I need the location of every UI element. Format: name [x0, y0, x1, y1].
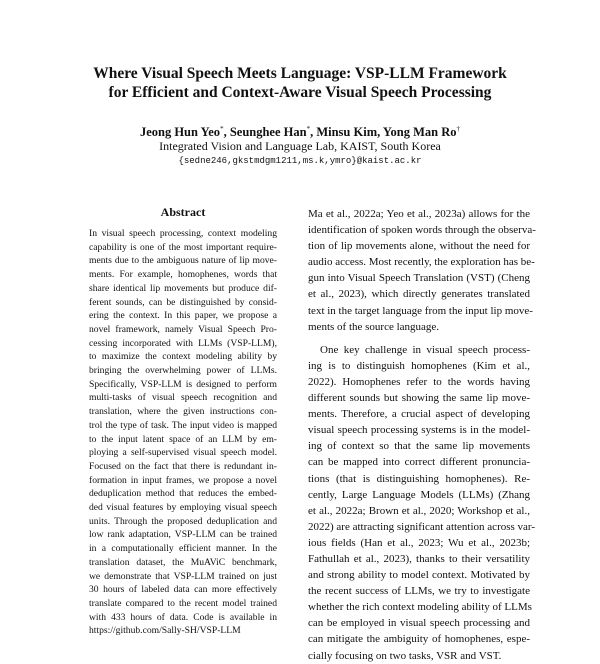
- text-line: visual speech processing systems is in the model-: [308, 424, 530, 437]
- text-line: 2022). Homophenes refer to the words having: [308, 375, 530, 388]
- author-mark: *: [220, 125, 224, 133]
- text-line: audio access. Most recently, the exploration has be-: [308, 256, 535, 269]
- author-emails: {sedne246,gkstmdgm1211,ms.k,ymro}@kaist.ac.kr: [178, 156, 422, 166]
- text-line: In visual speech processing, context modeling: [89, 228, 277, 239]
- text-line: tion of lip movements alone, without the need for: [308, 240, 530, 253]
- text-line: 30 hours of labeled data can more effectively: [89, 584, 277, 596]
- text-line: bringing the overwhelming power of LLMs.: [89, 365, 277, 377]
- text-line: with 433 hours of data. Code is available in: [89, 611, 277, 623]
- text-line: can be employed in visual speech processing and: [308, 617, 530, 630]
- text-line: formation in input frames, we propose a novel: [89, 474, 277, 486]
- affiliation: Integrated Vision and Language Lab, KAIST, South Korea: [159, 139, 441, 153]
- text-line: to the input latent space of an LLM by em-: [89, 433, 277, 445]
- text-line: ploying a self-supervised visual speech model.: [89, 447, 277, 459]
- text-line: ments of the source language.: [308, 320, 440, 333]
- text-line: cessing incorporated with LLMs (VSP-LLM),: [89, 337, 277, 349]
- text-line: ious fields (Han et al., 2023; Wu et al., 2023b;: [308, 536, 530, 549]
- text-line: ded visual features by employing visual speech: [89, 502, 277, 514]
- text-line: and strong ability to model context. Motivated by: [308, 569, 530, 582]
- text-line: translation dataset, the MuAViC benchmark,: [89, 556, 277, 568]
- text-line: identification of spoken words through the observa-: [308, 224, 536, 237]
- text-line: et al., 2023), which directly generates translated: [308, 288, 530, 301]
- abstract-heading: Abstract: [160, 205, 206, 219]
- text-line: multi-tasks of visual speech recognition and: [89, 392, 277, 404]
- author-list: Jeong Hun Yeo*, Seunghee Han*, Minsu Kim, Yong Man Ro†: [139, 125, 461, 140]
- text-line: novel framework, namely Visual Speech Pro-: [89, 323, 277, 335]
- paper-title: [0, 64, 600, 102]
- text-line: capability is one of the most important require-: [89, 241, 277, 253]
- text-line: gun into Visual Speech Translation (VST) (Cheng: [308, 272, 530, 285]
- text-line: low rank adaptation, VSP-LLM can be trained: [89, 529, 277, 541]
- author-name: Yong Man Ro: [382, 125, 457, 140]
- abstract-body: [89, 227, 277, 638]
- text-line: et al., 2022a; Brown et al., 2020; Workshop et al.,: [308, 504, 530, 517]
- author-mark: †: [456, 125, 461, 133]
- text-line: ing of context so that the same lip movements: [308, 440, 530, 453]
- author-name: Minsu Kim: [316, 125, 378, 140]
- text-line: translation, where the given instructions con-: [89, 406, 277, 418]
- text-line: translate compared to the recent model trained: [89, 597, 277, 609]
- text-line: ments. For example, homophenes, words that: [89, 269, 277, 281]
- text-line: different sounds but showing the same lip move-: [308, 392, 530, 405]
- text-line: cently, Large Language Models (LLMs) (Zhang: [308, 488, 530, 501]
- text-line: Fathullah et al., 2023), thanks to their versatility: [308, 552, 530, 565]
- text-line: can be mapped into correct different pronuncia-: [308, 456, 530, 469]
- text-line: 2022) are attracting significant attention across var-: [308, 520, 536, 533]
- title-line: for Efficient and Context-Aware Visual Speech Processing: [108, 84, 492, 101]
- text-line: cially focusing on two tasks, VSR and VST.: [308, 649, 502, 662]
- text-line: in a computationally efficient manner. In the: [89, 543, 277, 555]
- text-line: tions (that is distinguishing homophenes). Re-: [308, 472, 530, 485]
- author-name: Jeong Hun Yeo: [139, 125, 221, 140]
- title-line: Where Visual Speech Meets Language: VSP-LLM Framework: [93, 65, 507, 82]
- text-line: ing is to distinguish homophenes (Kim et al.,: [308, 359, 530, 372]
- text-line: ferent sounds, can be distinguished by consid-: [89, 296, 277, 308]
- text-line: Specifically, VSP-LLM is designed to perform: [89, 378, 277, 390]
- body-text-right-column: [308, 206, 536, 664]
- text-line: we demonstrate that VSP-LLM trained on just: [89, 570, 277, 582]
- text-line: units. Through the proposed deduplication and: [89, 515, 277, 527]
- text-line: to maximize the context modeling ability by: [89, 351, 277, 363]
- text-line: Ma et al., 2022a; Yeo et al., 2023a) allows for the: [308, 208, 530, 220]
- text-line: ments due to the ambiguous nature of lip move-: [89, 255, 277, 267]
- text-line: ering the context. In this paper, we propose a: [89, 310, 277, 322]
- text-line: share identical lip movements but produce dif-: [89, 282, 277, 294]
- text-line: text in the target language from the input lip move-: [308, 304, 533, 317]
- text-line: https://github.com/Sally-SH/VSP-LLM: [89, 625, 241, 637]
- text-line: deduplication method that reduces the embed-: [89, 488, 277, 500]
- author-name: Seunghee Han: [229, 125, 307, 140]
- text-line: One key challenge in visual speech process-: [320, 343, 530, 356]
- author-mark: *: [306, 125, 311, 133]
- text-line: whether the rich context modeling ability of LLMs: [308, 601, 532, 614]
- text-line: can mitigate the ambiguity of homophenes, espe-: [308, 633, 530, 646]
- text-line: ments. Therefore, a crucial aspect of developing: [308, 408, 530, 421]
- text-line: trol the type of task. The input video is mapped: [89, 419, 277, 431]
- text-line: the recent success of LLMs, we try to investigate: [308, 585, 530, 598]
- text-line: Focused on the fact that there is redundant in-: [89, 460, 277, 472]
